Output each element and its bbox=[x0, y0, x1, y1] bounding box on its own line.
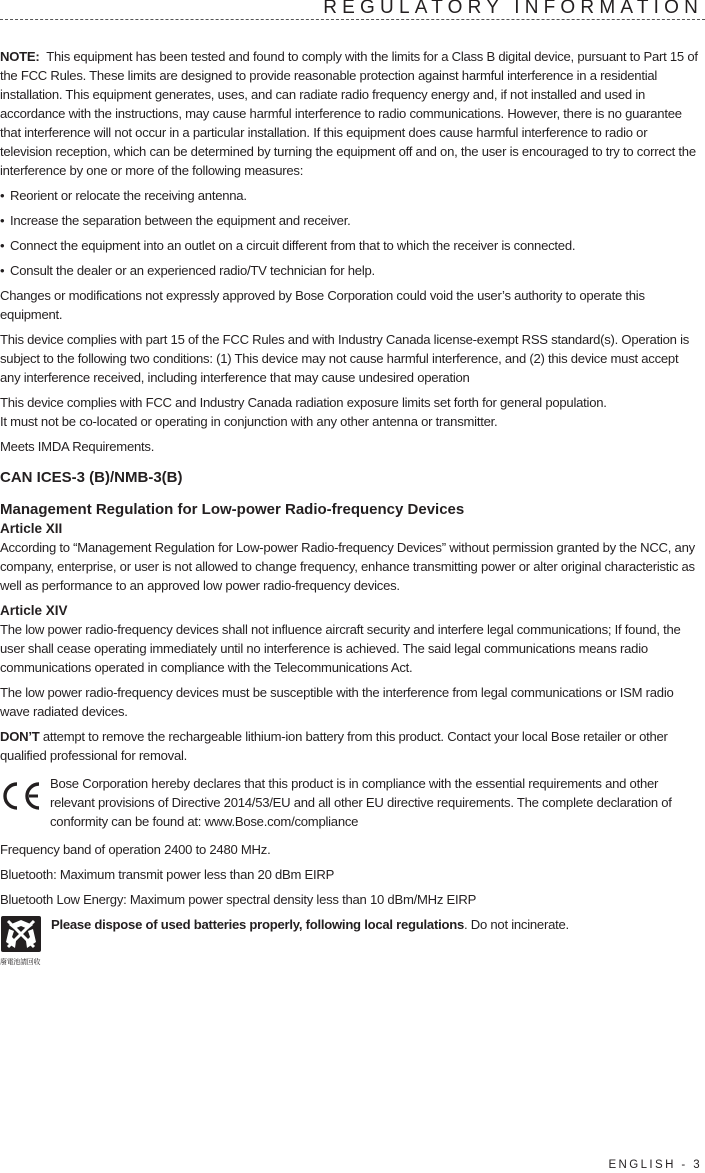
ce-declaration bbox=[0, 774, 702, 831]
page-title: REGULATORY INFORMATION bbox=[323, 0, 703, 18]
header-divider bbox=[0, 19, 705, 20]
battery-recycle-icon bbox=[0, 915, 51, 967]
can-ices-heading: CAN ICES-3 (B)/NMB-3(B) bbox=[0, 469, 183, 486]
bluetooth-power: Bluetooth: Maximum transmit power less than 20 dBm EIRP bbox=[0, 867, 335, 882]
disposal-text: Please dispose of used batteries properly, following local regulations. Do not incinerate. bbox=[51, 917, 569, 932]
ce-mark-icon bbox=[0, 774, 50, 831]
changes-paragraph: Changes or modifications not expressly approved by Bose Corporation could void the user’s authority to operate this equipment. bbox=[0, 288, 645, 322]
frequency-band: Frequency band of operation 2400 to 2480 MHz. bbox=[0, 842, 271, 857]
part15-paragraph: This device complies with part 15 of the FCC Rules and with Industry Canada license-exempt RSS standard(s). Operation is subject to the following two conditions: (1) This device may not cause harmful interference, and (2) this device must accept any interference received, including interference that may cause undesired operation bbox=[0, 332, 690, 385]
ce-text: Bose Corporation hereby declares that this product is in compliance with the essential requirements and other relevant provisions of Directive 2014/53/EU and all other EU directive requirements. The complete declaration of conformity can be found at: www.Bose.com/compliance bbox=[50, 776, 672, 829]
imda-paragraph: Meets IMDA Requirements. bbox=[0, 439, 155, 454]
fcc-note bbox=[0, 47, 702, 180]
recycle-caption: 廢電池請回收 bbox=[0, 959, 41, 966]
bullet-icon: • bbox=[0, 238, 5, 253]
exposure-paragraph-1: This device complies with FCC and Industry Canada radiation exposure limits set forth for general population. bbox=[0, 395, 607, 410]
list-item: • Reorient or relocate the receiving antenna. bbox=[0, 188, 247, 203]
page-number: ENGLISH - 3 bbox=[608, 1159, 702, 1171]
battery-disposal bbox=[0, 915, 702, 967]
list-item: • Increase the separation between the equipment and receiver. bbox=[0, 213, 351, 228]
dont-label: DON’T bbox=[0, 729, 40, 744]
ble-power: Bluetooth Low Energy: Maximum power spectral density less than 10 dBm/MHz EIRP bbox=[0, 892, 477, 907]
susceptible-paragraph: The low power radio-frequency devices must be susceptible with the interference from legal communications or ISM radio wave radiated devices. bbox=[0, 685, 674, 719]
article-12-title: Article XII bbox=[0, 521, 63, 536]
bullet-icon: • bbox=[0, 188, 5, 203]
list-item: • Connect the equipment into an outlet on a circuit different from that to which the receiver is connected. bbox=[0, 238, 576, 253]
article-14-title: Article XIV bbox=[0, 603, 68, 618]
article-12-text: According to “Management Regulation for Low-power Radio-frequency Devices” without permission granted by the NCC, any company, enterprise, or user is not allowed to change frequency, enhance transmitting power or alter original characteristic as well as performance to an approved low power radio-frequency devices. bbox=[0, 540, 695, 593]
note-label: NOTE: bbox=[0, 49, 40, 64]
bullet-icon: • bbox=[0, 213, 5, 228]
battery-text: attempt to remove the rechargeable lithium-ion battery from this product. Contact your local Bose retailer or other qualified professional for removal. bbox=[0, 729, 668, 763]
list-item: • Consult the dealer or an experienced radio/TV technician for help. bbox=[0, 263, 375, 278]
management-heading: Management Regulation for Low-power Radio-frequency Devices bbox=[0, 501, 465, 518]
exposure-paragraph-2: It must not be co-located or operating in conjunction with any other antenna or transmitter. bbox=[0, 414, 498, 429]
document-body bbox=[0, 47, 702, 967]
note-text: This equipment has been tested and found to comply with the limits for a Class B digital device, pursuant to Part 15 of the FCC Rules. These limits are designed to provide reasonable protection against harmful interference in a residential installation. This equipment generates, uses, and can radiate radio frequency energy and, if not installed and used in accordance with the instructions, may cause harmful interference to radio communications. However, there is no guarantee that interference will not occur in a particular installation. If this equipment does cause harmful interference to radio or television reception, which can be determined by turning the equipment off and on, the user is encouraged to try to correct the interference by one or more of the following measures: bbox=[0, 49, 698, 178]
bullet-icon: • bbox=[0, 263, 5, 278]
article-14-text: The low power radio-frequency devices shall not influence aircraft security and interfere legal communications; If found, the user shall cease operating immediately until no interference is achieved. The said legal communications means radio communications operated in compliance with the Telecommunications Act. bbox=[0, 622, 681, 675]
battery-warning bbox=[0, 727, 702, 765]
